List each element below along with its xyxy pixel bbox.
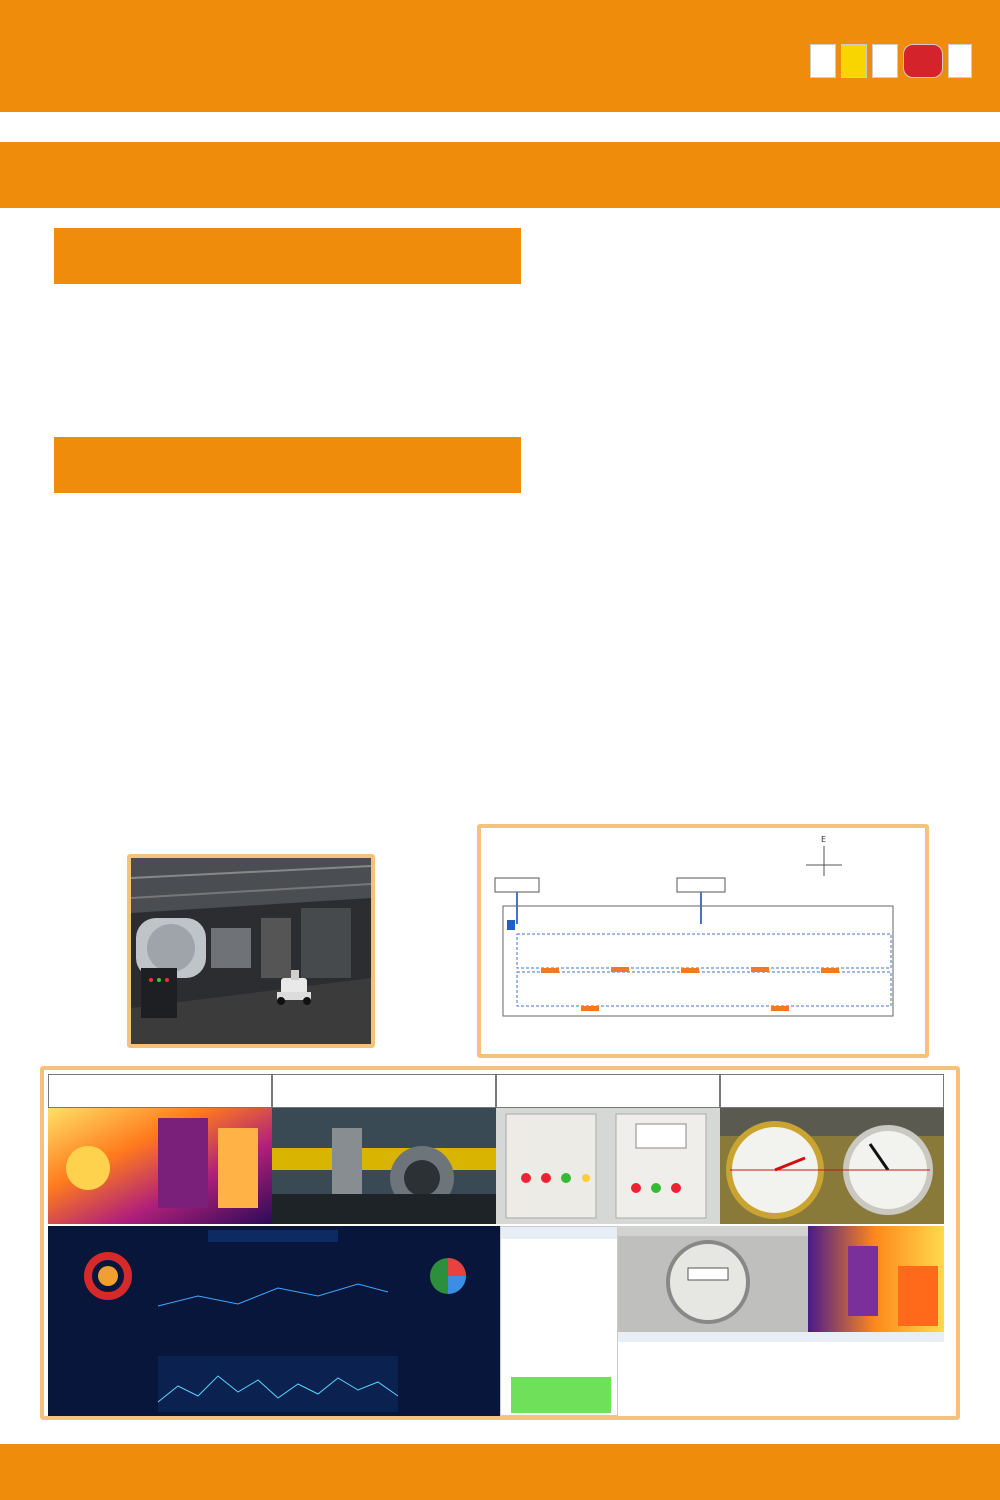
route-arrow [611, 967, 629, 972]
footer-bar [0, 1444, 1000, 1500]
feature-leak-label [272, 1074, 496, 1108]
header-bar [0, 0, 1000, 112]
background-heading [54, 228, 521, 284]
feature-indicator-label [496, 1074, 720, 1108]
route-arrow [681, 968, 699, 973]
iec-logo [810, 44, 836, 78]
indicator-light-image [496, 1108, 720, 1224]
thermal-image-2 [808, 1226, 944, 1332]
feature-thermal-label [48, 1074, 272, 1108]
ex-logo [841, 44, 867, 78]
description-heading [54, 437, 521, 493]
eac-logo [872, 44, 898, 78]
route-arrow [821, 968, 839, 973]
feature-gallery [40, 1066, 960, 1420]
inspection-report-table [618, 1332, 944, 1416]
case-title [0, 142, 1000, 208]
compass-e: E [821, 835, 827, 844]
meter-closeup-image [618, 1226, 808, 1332]
route-arrow [751, 967, 769, 972]
certification-logos [810, 44, 972, 78]
thermal-image [48, 1108, 272, 1224]
feature-meter-label [720, 1074, 944, 1108]
factory-photo [127, 854, 375, 1048]
floorplan-figure [477, 824, 929, 1058]
leak-detection-image [272, 1108, 496, 1224]
meter-reading-image [720, 1108, 944, 1224]
floorplan-diagram [481, 828, 925, 1054]
inspection-software-panel [500, 1226, 618, 1416]
route-arrow [581, 1006, 599, 1011]
cnex-logo [903, 44, 943, 78]
monitoring-dashboard [48, 1226, 500, 1416]
route-arrow [771, 1006, 789, 1011]
robot-in-plant-image [131, 858, 371, 1044]
ccc-logo [948, 44, 972, 78]
route-arrow [541, 968, 559, 973]
